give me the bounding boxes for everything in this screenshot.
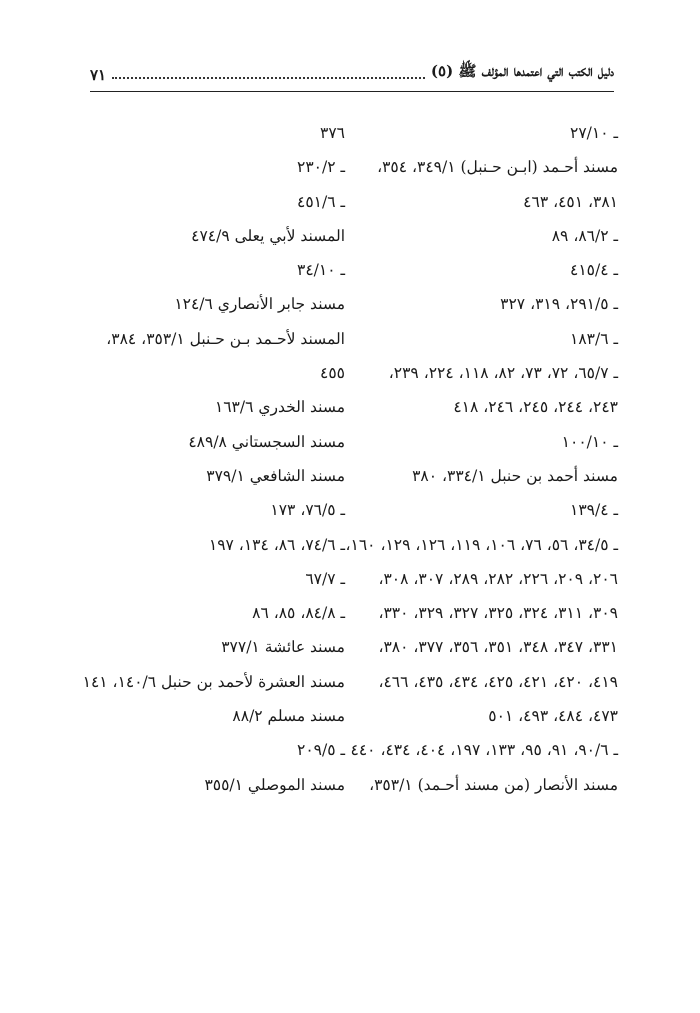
index-entry-right: ـ ١٠٠/١٠: [561, 432, 618, 451]
index-entry-left: مسند العشرة لأحمد بن حنبل ١٤٠/٦، ١٤١: [82, 672, 345, 691]
index-entry-right: مسند أحمد بن حنبل ٣٣٤/١، ٣٨٠: [412, 466, 618, 485]
index-entry-left: ٤٥٥: [320, 364, 345, 383]
index-entry-right: ـ ٢٩١/٥، ٣١٩، ٣٢٧: [500, 295, 618, 314]
index-entry-right: ٣٨١، ٤٥١، ٤٦٣: [523, 192, 618, 211]
index-entry-right: ٤٧٣، ٤٨٤، ٤٩٣، ٥٠١: [488, 707, 618, 726]
index-entry-right: ٢٤٣، ٢٤٤، ٢٤٥، ٢٤٦، ٤١٨: [453, 398, 618, 417]
index-entry-left: ـ ٢٠٩/٥: [297, 741, 345, 760]
index-entry-left: مسند الموصلي ٣٥٥/١: [204, 775, 345, 794]
running-header: [90, 62, 614, 84]
index-entry-left: ٣٧٦: [320, 124, 345, 142]
index-entry-right: ـ ١٨٣/٦: [570, 329, 618, 348]
index-entry-left: مسند الشافعي ٣٧٩/١: [206, 466, 345, 485]
index-entry-left: مسند السجستاني ٤٨٩/٨: [188, 432, 345, 451]
index-entry-left: ـ ٤٥١/٦: [297, 192, 345, 211]
index-entry-right: ـ ١٣٩/٤: [570, 501, 618, 520]
page-number: ٧١: [90, 66, 107, 84]
index-entry-right: ـ ٣٤/٥، ٥٦، ٧٦، ١٠٦، ١١٩، ١٢٦، ١٢٩، ١٦٠،: [345, 535, 618, 554]
index-column-right: [345, 116, 618, 802]
index-entry-right: مسند أحـمد (ابـن حـنبل) ٣٤٩/١، ٣٥٤،: [377, 158, 618, 177]
index-entry-left: المسند لأحـمد بـن حـنبل ٣٥٣/١، ٣٨٤،: [106, 329, 345, 348]
index-entry-left: مسند جابر الأنصاري ١٢٤/٦: [174, 295, 345, 314]
index-entry-right: ـ ٦٥/٧، ٧٢، ٧٣، ٨٢، ١١٨، ٢٢٤، ٢٣٩،: [388, 364, 618, 383]
index-entry-left: ـ ٢٣٠/٢: [297, 158, 345, 177]
index-entry-left: مسند الخدري ١٦٣/٦: [214, 398, 345, 417]
index-entry-left: مسند عائشة ٣٧٧/١: [221, 638, 345, 657]
index-entry-left: ـ ٧٤/٦، ٨٦، ١٣٤، ١٩٧: [208, 535, 345, 554]
header-rule: [90, 91, 614, 92]
index-entry-left: ـ ٨٤/٨، ٨٥، ٨٦: [252, 604, 345, 623]
index-entry-left: المسند لأبي يعلى ٤٧٤/٩: [191, 226, 345, 245]
index-entry-left: مسند مسلم ٨٨/٢: [232, 707, 345, 726]
index-entry-right: ـ ٩٠/٦، ٩١، ٩٥، ١٣٣، ١٩٧، ٤٠٤، ٤٣٤، ٤٤٠: [350, 741, 618, 760]
index-entry-right: ٣٠٩، ٣١١، ٣٢٤، ٣٢٥، ٣٢٧، ٣٢٩، ٣٣٠،: [378, 604, 618, 623]
index-entry-left: ـ ٧٦/٥، ١٧٣: [270, 501, 345, 520]
header-title: دليل الكتب التي اعتمدها المؤلف ﷺ (٥): [430, 62, 614, 80]
index-entry-right: مسند الأنصار (من مسند أحـمد) ٣٥٣/١،: [369, 775, 618, 794]
index-entry-right: ـ ٢٧/١٠: [570, 124, 618, 142]
index-entry-right: ٢٠٦، ٢٠٩، ٢٢٦، ٢٨٢، ٢٨٩، ٣٠٧، ٣٠٨،: [378, 569, 618, 588]
index-entry-left: ـ ٦٧/٧: [305, 569, 345, 588]
index-entry-right: ٣٣١، ٣٤٧، ٣٤٨، ٣٥١، ٣٥٦، ٣٧٧، ٣٨٠،: [378, 638, 618, 657]
index-entry-left: ـ ٣٤/١٠: [297, 261, 345, 280]
header-dot-leader: [112, 76, 425, 79]
index-entry-right: ـ ٨٦/٢، ٨٩: [551, 226, 618, 245]
index-entry-right: ٤١٩، ٤٢٠، ٤٢١، ٤٢٥، ٤٣٤، ٤٣٥، ٤٦٦،: [378, 672, 618, 691]
index-entry-right: ـ ٤١٥/٤: [570, 261, 618, 280]
index-column-left: [83, 116, 345, 802]
